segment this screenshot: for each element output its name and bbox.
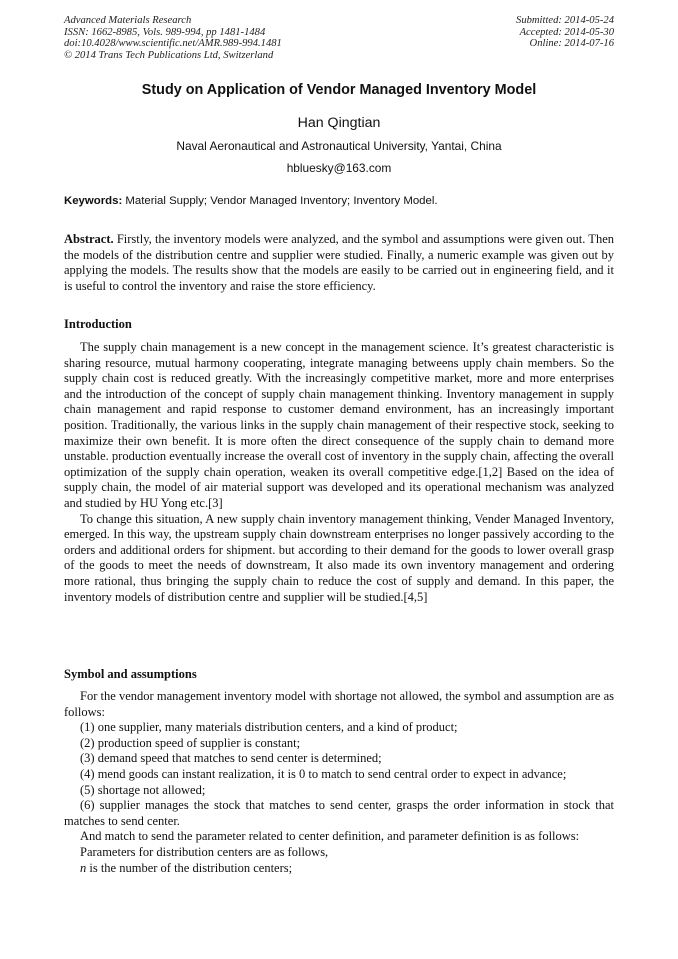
symbols-heading: Symbol and assumptions (64, 667, 197, 681)
assumption-item: (3) demand speed that matches to send center is determined; (80, 751, 382, 766)
journal-name: Advanced Materials Research (64, 15, 192, 26)
assumption-item: (2) production speed of supplier is constant; (80, 735, 301, 750)
keywords-label: Keywords: (64, 195, 123, 207)
keywords-text: Material Supply; Vendor Managed Inventory; Inventory Model. (122, 195, 438, 207)
author-name: Han Qingtian (297, 115, 381, 131)
abstract (64, 232, 614, 294)
parameter-n-text: is the number of the distribution centers; (86, 860, 293, 875)
parameter-n-symbol: n (80, 860, 87, 875)
abstract-text: Firstly, the inventory models were analyzed, and the symbol and assumptions were given out. Then the models of the distribution centre and supplier were studied. Finally, a numeric example was given out by applying the models. The results show that the models are easily to be carried out in engineering field, and it is useful to control the inventory and raise the store efficiency. (64, 232, 614, 293)
date-online: Online: 2014-07-16 (529, 38, 614, 50)
parameter-definition-text: And match to send the parameter related to center definition, and parameter definition is as follows: (80, 829, 580, 844)
journal-issn: ISSN: 1662-8985, Vols. 989-994, pp 1481-1484 (64, 26, 266, 38)
distribution-parameters-text: Parameters for distribution centers are as follows, (80, 844, 329, 859)
symbols-body (64, 689, 614, 876)
assumption-item: (5) shortage not allowed; (80, 782, 206, 797)
submission-dates (516, 15, 614, 50)
paper-title: Study on Application of Vendor Managed Inventory Model (141, 82, 537, 98)
journal-copyright: © 2014 Trans Tech Publications Ltd, Switzerland (64, 49, 274, 61)
introduction-body (64, 340, 614, 605)
symbols-intro: For the vendor management inventory model with shortage not allowed, the symbol and assumption are as follows: (64, 689, 614, 719)
introduction-paragraph: The supply chain management is a new concept in the management science. It’s greatest characteristic is sharing resource, mutual harmony cooperating, integrate managing betweens upply chain members. So the supply chain cost is reduced greatly. With the increasingly competitive market, more and more enterprises and the introduction of the concept of supply chain management thinking. Inventory management in supply chain management and rapid response to customer demand environment, has an increasingly important position. Traditionally, the various links in the supply chain management of their respective stock, seeking to maximize their own benefit. It is more often the direct consequence of the supply chain to demand more unstable. production eventually increase the overall cost of inventory in the supply chain, affecting the overall optimization of the supply chain operation, weaken its overall competitive edge.[1,2] Based on the idea of supply chain, the model of air material support was developed and its operational mechanism was analyzed and studied by HU Yong etc.[3] (64, 340, 614, 510)
introduction-heading: Introduction (64, 317, 132, 331)
keywords (64, 195, 624, 207)
date-submitted: Submitted: 2014-05-24 (516, 15, 614, 26)
journal-doi: doi:10.4028/www.scientific.net/AMR.989-994.1481 (64, 38, 282, 50)
introduction-paragraph: To change this situation, A new supply chain inventory management thinking, Vender Managed Inventory, emerged. In this way, the upstream supply chain downstream enterprises no longer passively according to the orders and additional orders for shipment. but according to their demand for the goods to lower overall grasp of the goods to meet the needs of downstream, It also made its own inventory management and ordering more rational, thus bringing the supply chain to reduce the cost of supply and demand. In this paper, the inventory models of distribution centre and supplier will be studied.[4,5] (64, 511, 614, 604)
journal-info (64, 15, 282, 61)
assumption-item: (6) supplier manages the stock that matches to send center, grasps the order information in stock that matches to send center. (64, 798, 614, 828)
author-affiliation: Naval Aeronautical and Astronautical University, Yantai, China (176, 139, 502, 153)
assumption-item: (4) mend goods can instant realization, it is 0 to match to send central order to expect in advance; (80, 766, 567, 781)
date-accepted: Accepted: 2014-05-30 (519, 26, 614, 38)
author-email: hbluesky@163.com (286, 161, 392, 175)
abstract-label: Abstract. (64, 232, 114, 246)
parameter-n-definition (64, 861, 614, 877)
assumption-item: (1) one supplier, many materials distribution centers, and a kind of product; (80, 720, 458, 735)
